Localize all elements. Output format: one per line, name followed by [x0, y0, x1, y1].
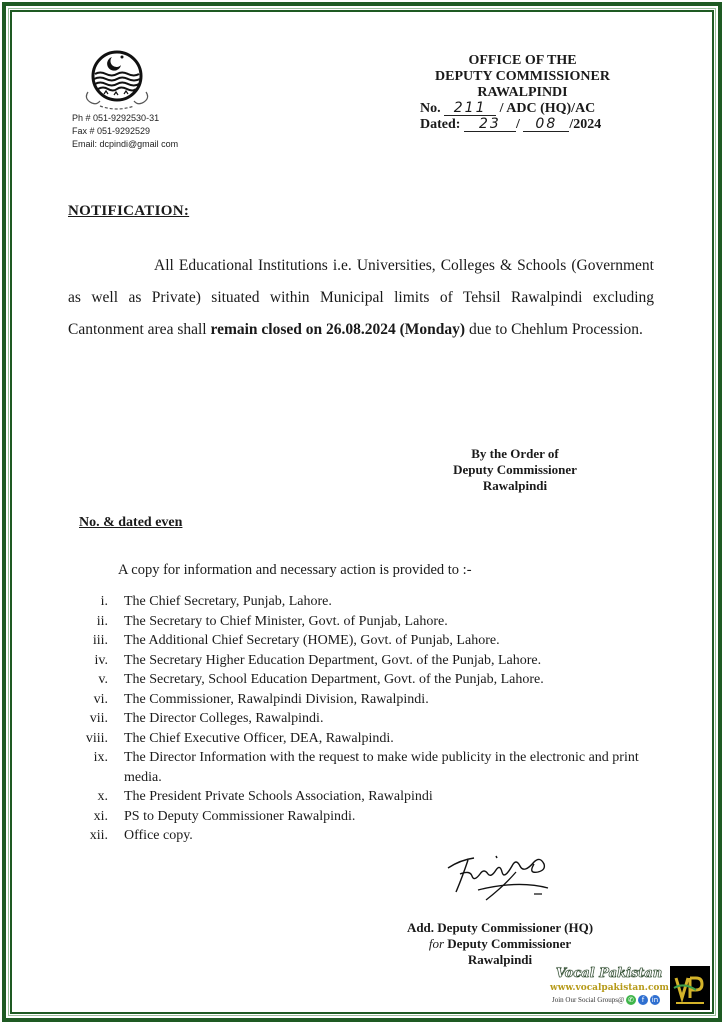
distribution-item-number: iii.	[92, 633, 108, 648]
dated-month: 08	[523, 117, 569, 132]
dated-line	[415, 117, 630, 133]
facebook-icon: f	[638, 995, 648, 1005]
page-border-inner	[10, 10, 714, 1014]
distribution-heading: No. & dated even	[79, 515, 183, 530]
vocal-pakistan-logo-icon	[670, 966, 710, 1010]
dated-day: 23	[464, 117, 516, 132]
order-line-2: Deputy Commissioner	[453, 462, 577, 477]
distribution-item	[72, 651, 672, 671]
distribution-item	[72, 592, 672, 612]
office-line-1: OFFICE OF THE	[468, 53, 577, 68]
distribution-item	[72, 807, 672, 827]
watermark-url: www.vocalpakistan.com	[550, 983, 669, 993]
distribution-item-text: The President Private Schools Association, Rawalpindi	[124, 789, 433, 804]
distribution-item-number: vi.	[93, 691, 108, 707]
distribution-item	[72, 787, 672, 807]
no-value: 211	[444, 101, 496, 116]
distribution-item-number: x.	[97, 789, 108, 804]
distribution-item-text: The Secretary, School Education Department, Govt. of the Punjab, Lahore.	[124, 672, 544, 687]
signatory-line-2-rest: Deputy Commissioner	[444, 936, 572, 951]
distribution-item-text: The Director Colleges, Rawalpindi.	[124, 711, 324, 726]
distribution-item	[72, 690, 672, 710]
dated-separator: /	[515, 117, 520, 132]
no-label: No.	[420, 101, 441, 116]
notification-text-bold: remain closed on 26.08.2024 (Monday)	[210, 321, 466, 338]
distribution-item-text: The Chief Executive Officer, DEA, Rawalpindi.	[124, 730, 394, 746]
distribution-item-text: PS to Deputy Commissioner Rawalpindi.	[124, 808, 356, 824]
fax-number: Fax # 051-9292529	[72, 126, 151, 136]
distribution-item-text: The Chief Secretary, Punjab, Lahore.	[124, 594, 332, 609]
notification-text-1: All Educational Institutions i.e. Universities, Colleges & Schools (Government as well as Private) situated within Municipal limits of Tehsil Rawalpindi excluding Cantonment area shall	[68, 257, 654, 338]
office-header	[415, 53, 630, 133]
signatory-for: for	[428, 936, 445, 951]
signatory-line-2	[390, 936, 610, 952]
distribution-item-number: v.	[98, 672, 108, 687]
notification-title: NOTIFICATION:	[68, 203, 190, 219]
distribution-item-text: The Director Information with the request to make wide publicity in the electronic and print media.	[124, 750, 639, 785]
punjab-emblem-icon	[82, 48, 152, 114]
signatory-block	[390, 920, 610, 968]
reference-number	[415, 101, 630, 117]
watermark-join-text: Join Our Social Groups@	[552, 996, 625, 1004]
distribution-item-number: viii.	[85, 730, 108, 746]
order-line-3: Rawalpindi	[482, 478, 548, 493]
distribution-item-text: The Additional Chief Secretary (HOME), Govt. of Punjab, Lahore.	[124, 633, 500, 648]
notification-text-2: due to Chehlum Procession.	[465, 321, 643, 338]
distribution-item-number: i.	[100, 594, 108, 609]
whatsapp-icon: ✆	[626, 995, 636, 1005]
distribution-item-number: iv.	[94, 652, 108, 668]
office-line-2: DEPUTY COMMISSIONER	[435, 69, 610, 84]
signatory-line-3: Rawalpindi	[467, 952, 533, 967]
distribution-item-number: vii.	[89, 711, 108, 726]
linkedin-icon: in	[651, 996, 659, 1004]
distribution-item	[72, 748, 672, 787]
distribution-item-number: ix.	[93, 750, 108, 765]
distribution-item	[72, 729, 672, 749]
email-address: Email: dcpindi@gmail com	[72, 139, 179, 149]
distribution-item-text: The Secretary Higher Education Department, Govt. of the Punjab, Lahore.	[124, 652, 542, 668]
social-icons	[626, 995, 660, 1005]
contact-info	[72, 112, 178, 151]
distribution-item-text: The Commissioner, Rawalpindi Division, Rawalpindi.	[124, 691, 429, 707]
distribution-intro: A copy for information and necessary action is provided to :-	[118, 562, 472, 578]
distribution-list	[72, 592, 672, 846]
office-line-3: RAWALPINDI	[477, 85, 568, 100]
dated-year: /2024	[569, 117, 602, 132]
dated-label: Dated:	[420, 117, 461, 132]
signatory-line-1: Add. Deputy Commissioner (HQ)	[406, 920, 594, 935]
no-suffix: / ADC (HQ)/AC	[499, 101, 596, 116]
notification-body	[68, 250, 654, 346]
watermark-title: Vocal Pakistan	[555, 966, 663, 981]
distribution-item	[72, 631, 672, 651]
distribution-item	[72, 670, 672, 690]
distribution-item	[72, 612, 672, 632]
vocal-pakistan-watermark	[550, 966, 710, 1014]
order-block	[445, 446, 585, 494]
order-line-1: By the Order of	[471, 446, 559, 461]
distribution-item-text: The Secretary to Chief Minister, Govt. of Punjab, Lahore.	[124, 613, 448, 629]
distribution-item-number: ii.	[96, 613, 108, 629]
distribution-item-number: xii.	[89, 828, 108, 843]
distribution-item	[72, 709, 672, 729]
phone-number: Ph # 051-9292530-31	[72, 113, 160, 123]
distribution-item-number: xi.	[93, 808, 108, 824]
distribution-item-text: Office copy.	[124, 828, 193, 843]
handwritten-signature	[438, 850, 588, 905]
distribution-item	[72, 826, 672, 846]
